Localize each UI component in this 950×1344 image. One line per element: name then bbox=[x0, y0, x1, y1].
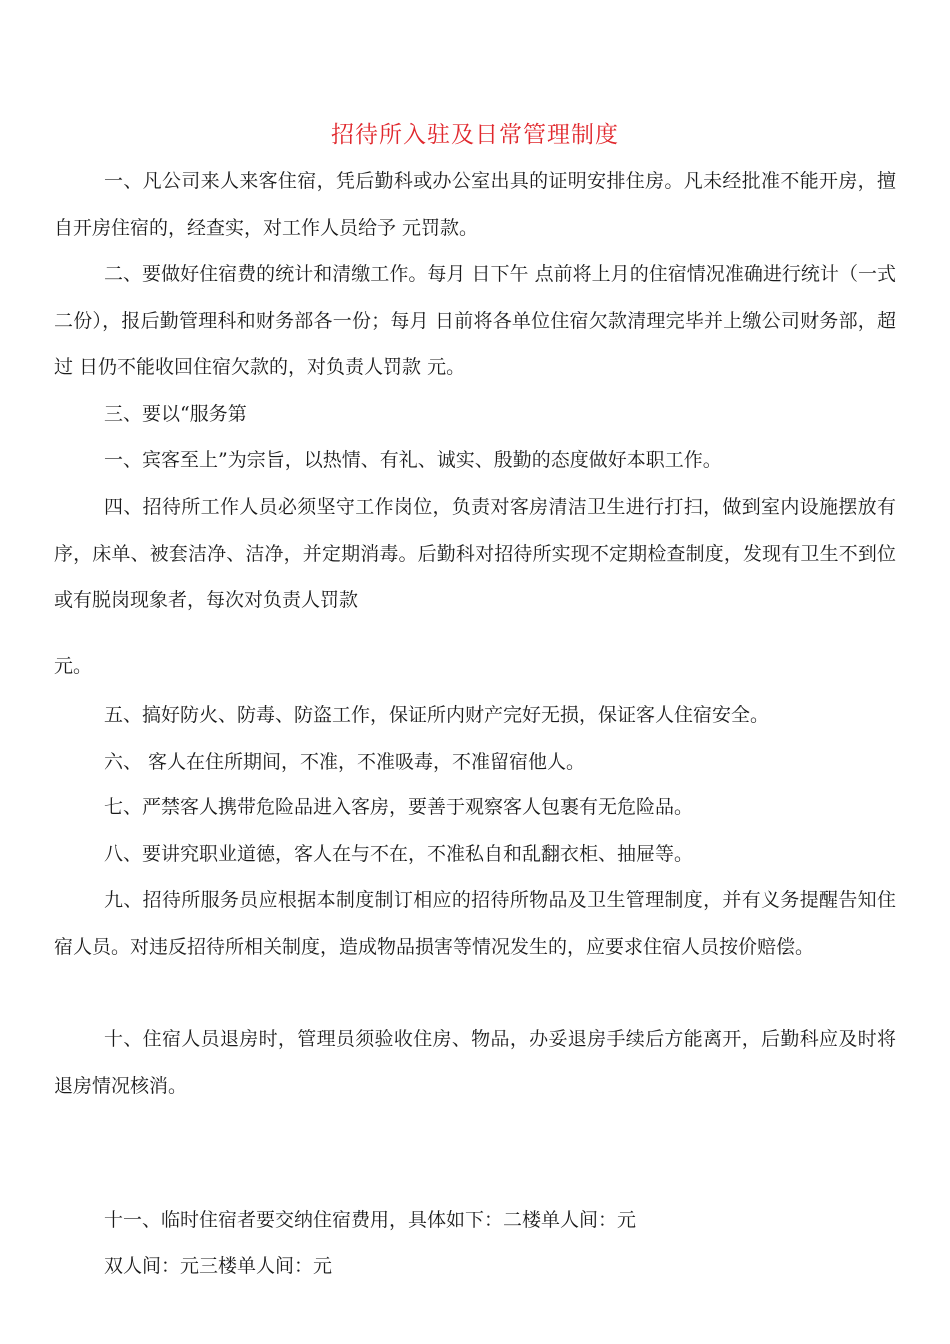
paragraph-13: 十一、临时住宿者要交纳住宿费用，具体如下：二楼单人间：元 bbox=[104, 1209, 637, 1231]
paragraph-9: 七、严禁客人携带危险品进入客房，要善于观察客人包裹有无危险品。 bbox=[104, 796, 694, 818]
paragraph-5: 四、招待所工作人员必须坚守工作岗位，负责对客房清洁卫生进行打扫，做到室内设施摆放有序，床单、被套洁净、洁净，并定期消毒。后勤科对招待所实现不定期检查制度，发现有卫生不到位或有脱岗现象者，每次对负责人罚款 bbox=[54, 496, 896, 611]
paragraph-6: 元。 bbox=[54, 655, 93, 677]
paragraph-1: 一、凡公司来人来客住宿，凭后勤科或办公室出具的证明安排住房。凡未经批准不能开房，擅自开房住宿的，经查实，对工作人员给予 元罚款。 bbox=[54, 170, 896, 239]
paragraph-8: 六、 客人在住所期间，不准，不准吸毒，不准留宿他人。 bbox=[104, 751, 586, 773]
paragraph-10: 八、要讲究职业道德，客人在与不在，不准私自和乱翻衣柜、抽屉等。 bbox=[104, 843, 694, 865]
paragraph-11: 九、招待所服务员应根据本制度制订相应的招待所物品及卫生管理制度，并有义务提醒告知住宿人员。对违反招待所相关制度，造成物品损害等情况发生的，应要求住宿人员按价赔偿。 bbox=[54, 889, 896, 958]
paragraph-7: 五、搞好防火、防毒、防盗工作，保证所内财产完好无损，保证客人住宿安全。 bbox=[104, 704, 770, 726]
document-title: 招待所入驻及日常管理制度 bbox=[331, 122, 619, 148]
paragraph-3: 三、要以“服务第 bbox=[104, 403, 247, 425]
paragraph-12: 十、住宿人员退房时，管理员须验收住房、物品，办妥退房手续后方能离开，后勤科应及时将退房情况核消。 bbox=[54, 1028, 896, 1097]
paragraph-14: 双人间：元三楼单人间：元 bbox=[104, 1255, 333, 1277]
paragraph-4: 一、宾客至上”为宗旨，以热情、有礼、诚实、殷勤的态度做好本职工作。 bbox=[104, 449, 722, 471]
paragraph-2: 二、要做好住宿费的统计和清缴工作。每月 日下午 点前将上月的住宿情况准确进行统计（一式二份），报后勤管理科和财务部各一份；每月 日前将各单位住宿欠款清理完毕并上缴公司财务部，超过 日仍不能收回住宿欠款的，对负责人罚款 元。 bbox=[54, 263, 896, 378]
